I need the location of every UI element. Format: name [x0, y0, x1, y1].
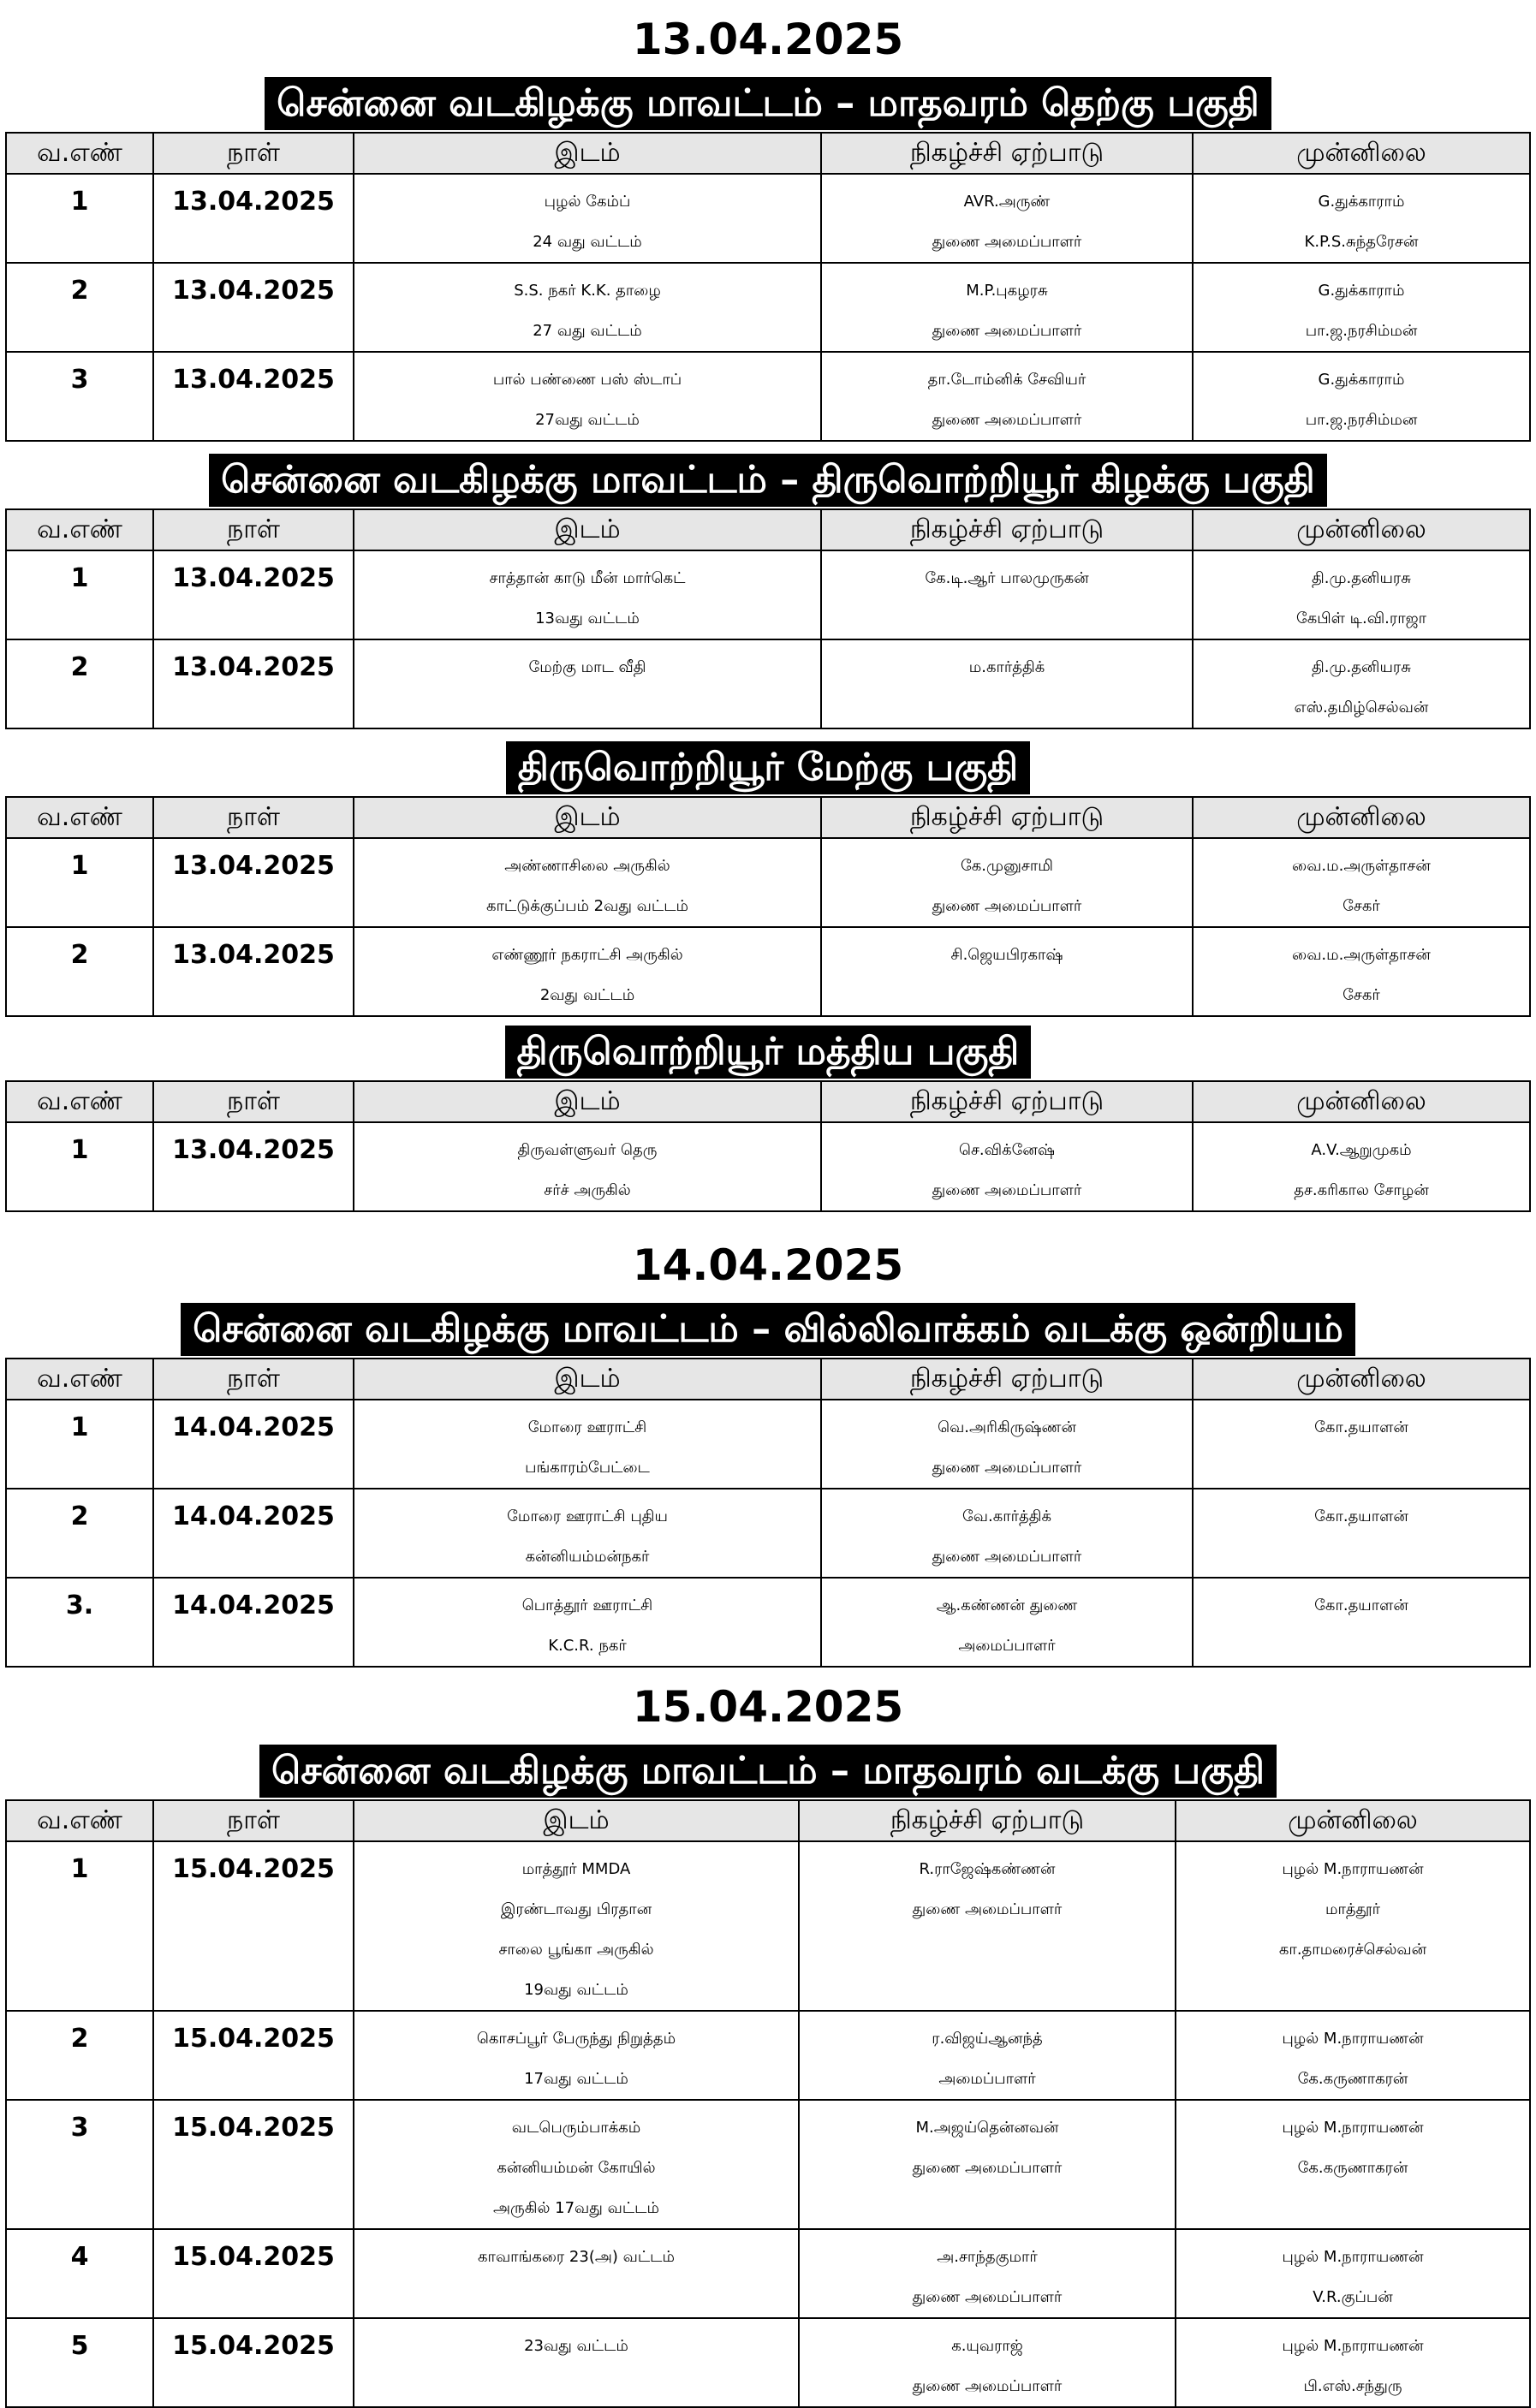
place-line: மாத்தூர் MMDA: [521, 1860, 631, 1878]
date-cell: 14.04.2025: [153, 1489, 354, 1578]
organizer-line: M.அஜய்தென்னவன்: [915, 2119, 1059, 2137]
table-header-row: [6, 797, 1530, 838]
place-cell: [354, 2011, 799, 2100]
organizer-cell: [821, 352, 1193, 441]
serial-number-cell: 2: [6, 927, 153, 1016]
date-cell: 15.04.2025: [153, 2100, 354, 2229]
organizer-cell: [821, 1400, 1193, 1489]
organizer-cell: [799, 2011, 1176, 2100]
place-line: மோரை ஊராட்சி புதிய: [507, 1507, 668, 1525]
date-cell: 13.04.2025: [153, 838, 354, 927]
place-line: சர்ச் அருகில்: [544, 1181, 631, 1199]
place-line: சாலை பூங்கா அருகில்: [498, 1941, 654, 1959]
table-header-row: [6, 1800, 1530, 1841]
presence-line: வை.ம.அருள்தாசன்: [1292, 857, 1431, 875]
schedule-table: [5, 1799, 1531, 2408]
date-cell: 15.04.2025: [153, 2229, 354, 2318]
serial-number-cell: 1: [6, 1122, 153, 1211]
header-organizer: நிகழ்ச்சி ஏற்பாடு: [821, 797, 1193, 838]
presence-line: புழல் M.நாராயணன்: [1282, 2030, 1424, 2048]
organizer-line: துணை அமைப்பாளர்: [932, 411, 1082, 429]
serial-number-cell: 4: [6, 2229, 153, 2318]
organizer-cell: [799, 2100, 1176, 2229]
place-cell: [354, 1841, 799, 2011]
place-line: அண்ணாசிலை அருகில்: [504, 857, 670, 875]
organizer-line: M.P.புகழரசு: [966, 282, 1048, 300]
table-header-row: [6, 1081, 1530, 1122]
table-row: [6, 1489, 1530, 1578]
date-cell: 15.04.2025: [153, 2318, 354, 2407]
table-row: [6, 1841, 1530, 2011]
organizer-line: R.ராஜேஷ்கண்ணன்: [919, 1860, 1056, 1878]
serial-number-cell: 1: [6, 1841, 153, 2011]
header-date: நாள்: [153, 133, 354, 174]
table-row: [6, 352, 1530, 441]
table-row: [6, 838, 1530, 927]
place-cell: [354, 1400, 821, 1489]
organizer-line: அமைப்பாளர்: [958, 1637, 1056, 1655]
organizer-line: ஆ.கண்ணன் துணை: [936, 1596, 1078, 1614]
presence-cell: [1193, 352, 1530, 441]
presence-cell: [1193, 1122, 1530, 1211]
serial-number-cell: 3: [6, 2100, 153, 2229]
table-row: [6, 174, 1530, 263]
header-serial: வ.எண்: [6, 509, 153, 550]
table-header-row: [6, 133, 1530, 174]
table-row: [6, 2011, 1530, 2100]
place-line: 24 வது வட்டம்: [533, 233, 642, 251]
presence-line: V.R.குப்பன்: [1313, 2288, 1393, 2306]
organizer-line: அ.சாந்தகுமார்: [937, 2248, 1038, 2266]
organizer-line: ம.கார்த்திக்: [968, 658, 1045, 676]
organizer-line: துணை அமைப்பாளர்: [932, 1181, 1082, 1199]
header-organizer: நிகழ்ச்சி ஏற்பாடு: [821, 133, 1193, 174]
header-organizer: நிகழ்ச்சி ஏற்பாடு: [821, 1081, 1193, 1122]
serial-number-cell: 1: [6, 550, 153, 639]
organizer-cell: [821, 263, 1193, 352]
place-line: மோரை ஊராட்சி: [527, 1418, 647, 1436]
presence-cell: [1193, 550, 1530, 639]
presence-line: எஸ்.தமிழ்செல்வன்: [1294, 699, 1429, 716]
place-line: புழல் கேம்ப்: [544, 193, 631, 211]
schedule-table: [5, 1358, 1531, 1668]
date-cell: 13.04.2025: [153, 550, 354, 639]
presence-line: G.துக்காராம்: [1318, 371, 1405, 389]
table-row: [6, 1400, 1530, 1489]
organizer-line: துணை அமைப்பாளர்: [912, 2159, 1063, 2177]
date-cell: 15.04.2025: [153, 2011, 354, 2100]
header-presence: முன்னிலை: [1193, 1359, 1530, 1400]
header-place: இடம்: [354, 1359, 821, 1400]
header-serial: வ.எண்: [6, 1359, 153, 1400]
place-line: மேற்கு மாட வீதி: [528, 658, 646, 676]
table-row: [6, 2229, 1530, 2318]
presence-cell: [1176, 2011, 1530, 2100]
header-serial: வ.எண்: [6, 797, 153, 838]
presence-line: தி.மு.தனியரசு: [1312, 658, 1411, 676]
place-line: பங்காரம்பேட்டை: [525, 1459, 650, 1477]
presence-cell: [1193, 1400, 1530, 1489]
place-line: பால் பண்ணை பஸ் ஸ்டாப்: [492, 371, 682, 389]
organizer-cell: [821, 927, 1193, 1016]
organizer-cell: [821, 639, 1193, 728]
organizer-line: க.யுவராஜ்: [951, 2337, 1023, 2355]
presence-cell: [1176, 2100, 1530, 2229]
header-place: இடம்: [354, 133, 821, 174]
place-line: சாத்தான் காடு மீன் மார்கெட்: [489, 569, 686, 587]
header-place: இடம்: [354, 1800, 799, 1841]
place-cell: [354, 838, 821, 927]
table-row: [6, 927, 1530, 1016]
presence-cell: [1193, 1489, 1530, 1578]
place-cell: [354, 639, 821, 728]
organizer-line: அமைப்பாளர்: [938, 2070, 1036, 2088]
date-cell: 13.04.2025: [153, 639, 354, 728]
date-cell: 14.04.2025: [153, 1400, 354, 1489]
presence-line: G.துக்காராம்: [1318, 282, 1405, 300]
table-row: [6, 1122, 1530, 1211]
presence-line: புழல் M.நாராயணன்: [1282, 2119, 1424, 2137]
header-date: நாள்: [153, 509, 354, 550]
place-line: வடபெரும்பாக்கம்: [511, 2119, 641, 2137]
section-banner: [0, 741, 1536, 794]
header-place: இடம்: [354, 509, 821, 550]
section-title: திருவொற்றியூர் மேற்கு பகுதி: [506, 741, 1030, 794]
header-organizer: நிகழ்ச்சி ஏற்பாடு: [821, 509, 1193, 550]
header-presence: முன்னிலை: [1193, 1081, 1530, 1122]
serial-number-cell: 2: [6, 263, 153, 352]
header-place: இடம்: [354, 797, 821, 838]
header-serial: வ.எண்: [6, 133, 153, 174]
place-cell: [354, 263, 821, 352]
organizer-line: கே.முனுசாமி: [961, 857, 1053, 875]
table-row: [6, 2100, 1530, 2229]
organizer-cell: [799, 2229, 1176, 2318]
organizer-line: துணை அமைப்பாளர்: [912, 1900, 1063, 1918]
presence-cell: [1193, 1578, 1530, 1667]
organizer-cell: [821, 1489, 1193, 1578]
header-date: நாள்: [153, 797, 354, 838]
header-presence: முன்னிலை: [1193, 797, 1530, 838]
place-line: இரண்டாவது பிரதான: [500, 1900, 652, 1918]
serial-number-cell: 2: [6, 639, 153, 728]
date-heading: 15.04.2025: [632, 1682, 904, 1732]
serial-number-cell: 1: [6, 174, 153, 263]
presence-line: பி.எஸ்.சந்துரு: [1303, 2377, 1402, 2395]
place-cell: [354, 1489, 821, 1578]
place-line: எண்ணூர் நகராட்சி அருகில்: [491, 946, 683, 964]
presence-line: பா.ஜ.நரசிம்மன்: [1305, 322, 1418, 340]
presence-cell: [1176, 1841, 1530, 2011]
organizer-cell: [799, 2318, 1176, 2407]
place-cell: [354, 174, 821, 263]
date-cell: 13.04.2025: [153, 263, 354, 352]
place-cell: [354, 1122, 821, 1211]
organizer-cell: [821, 174, 1193, 263]
date-cell: 14.04.2025: [153, 1578, 354, 1667]
presence-line: கோ.தயாளன்: [1314, 1418, 1408, 1436]
presence-line: வை.ம.அருள்தாசன்: [1292, 946, 1431, 964]
schedule-table: [5, 1080, 1531, 1212]
place-line: 13வது வட்டம்: [535, 609, 640, 627]
date-cell: 13.04.2025: [153, 1122, 354, 1211]
organizer-line: துணை அமைப்பாளர்: [912, 2288, 1063, 2306]
table-row: [6, 263, 1530, 352]
serial-number-cell: 3.: [6, 1578, 153, 1667]
place-line: அருகில் 17வது வட்டம்: [493, 2199, 659, 2217]
presence-cell: [1193, 639, 1530, 728]
date-cell: 13.04.2025: [153, 352, 354, 441]
presence-line: தச.கரிகால சோழன்: [1294, 1181, 1429, 1199]
organizer-line: துணை அமைப்பாளர்: [932, 1459, 1082, 1477]
presence-line: G.துக்காராம்: [1318, 193, 1405, 211]
place-cell: [354, 550, 821, 639]
place-line: S.S. நகர் K.K. தாழை: [514, 282, 661, 300]
section-title: சென்னை வடகிழக்கு மாவட்டம் – மாதவரம் தெற்கு பகுதி: [265, 77, 1271, 130]
organizer-line: வே.கார்த்திக்: [961, 1507, 1052, 1525]
section-banner: [0, 454, 1536, 507]
section-title: சென்னை வடகிழக்கு மாவட்டம் – மாதவரம் வடக்கு பகுதி: [259, 1745, 1277, 1798]
presence-line: A.V.ஆறுமுகம்: [1311, 1141, 1412, 1159]
table-row: [6, 2318, 1530, 2407]
header-serial: வ.எண்: [6, 1081, 153, 1122]
place-line: 17வது வட்டம்: [524, 2070, 628, 2088]
place-line: பொத்தூர் ஊராட்சி: [521, 1596, 653, 1614]
organizer-line: வெ.அரிகிருஷ்ணன்: [938, 1418, 1076, 1436]
place-line: திருவள்ளுவர் தெரு: [517, 1141, 658, 1159]
place-cell: [354, 927, 821, 1016]
section-title: சென்னை வடகிழக்கு மாவட்டம் – திருவொற்றியூர் கிழக்கு பகுதி: [209, 454, 1327, 507]
table-header-row: [6, 509, 1530, 550]
presence-line: சேகர்: [1343, 897, 1380, 915]
presence-line: கா.தாமரைச்செல்வன்: [1278, 1941, 1427, 1959]
presence-cell: [1193, 174, 1530, 263]
presence-line: மாத்தூர்: [1325, 1900, 1380, 1918]
organizer-line: தா.டோம்னிக் சேவியர்: [927, 371, 1087, 389]
header-organizer: நிகழ்ச்சி ஏற்பாடு: [799, 1800, 1176, 1841]
place-cell: [354, 2318, 799, 2407]
date-cell: 13.04.2025: [153, 174, 354, 263]
presence-line: புழல் M.நாராயணன்: [1282, 2337, 1424, 2355]
header-date: நாள்: [153, 1800, 354, 1841]
serial-number-cell: 1: [6, 838, 153, 927]
header-place: இடம்: [354, 1081, 821, 1122]
organizer-cell: [799, 1841, 1176, 2011]
place-cell: [354, 2100, 799, 2229]
section-banner: [0, 1303, 1536, 1356]
place-line: 27 வது வட்டம்: [533, 322, 642, 340]
section-banner: [0, 1745, 1536, 1798]
presence-cell: [1193, 838, 1530, 927]
header-organizer: நிகழ்ச்சி ஏற்பாடு: [821, 1359, 1193, 1400]
presence-line: கேபிள் டி.வி.ராஜா: [1295, 609, 1427, 627]
organizer-line: துணை அமைப்பாளர்: [932, 897, 1082, 915]
organizer-line: துணை அமைப்பாளர்: [932, 322, 1082, 340]
organizer-line: சி.ஜெயபிரகாஷ்: [950, 946, 1063, 964]
section-title: சென்னை வடகிழக்கு மாவட்டம் – வில்லிவாக்கம் வடக்கு ஒன்றியம்: [181, 1303, 1355, 1356]
header-date: நாள்: [153, 1081, 354, 1122]
organizer-line: செ.விக்னேஷ்: [958, 1141, 1056, 1159]
serial-number-cell: 2: [6, 1489, 153, 1578]
presence-cell: [1193, 263, 1530, 352]
presence-cell: [1176, 2318, 1530, 2407]
serial-number-cell: 3: [6, 352, 153, 441]
date-heading: 13.04.2025: [632, 15, 904, 64]
date-cell: 13.04.2025: [153, 927, 354, 1016]
date-cell: 15.04.2025: [153, 1841, 354, 2011]
place-cell: [354, 352, 821, 441]
section-banner: [0, 1026, 1536, 1079]
organizer-cell: [821, 838, 1193, 927]
presence-line: கோ.தயாளன்: [1314, 1596, 1408, 1614]
presence-cell: [1176, 2229, 1530, 2318]
organizer-line: துணை அமைப்பாளர்: [912, 2377, 1063, 2395]
table-row: [6, 639, 1530, 728]
presence-line: K.P.S.சுந்தரேசன்: [1304, 233, 1419, 251]
place-line: கன்னியம்மன்நகர்: [525, 1548, 650, 1566]
section-title: திருவொற்றியூர் மத்திய பகுதி: [505, 1026, 1032, 1079]
presence-line: சேகர்: [1343, 986, 1380, 1004]
table-row: [6, 550, 1530, 639]
header-presence: முன்னிலை: [1176, 1800, 1530, 1841]
serial-number-cell: 1: [6, 1400, 153, 1489]
presence-cell: [1193, 927, 1530, 1016]
place-line: K.C.R. நகர்: [548, 1637, 627, 1655]
schedule-table: [5, 796, 1531, 1017]
header-serial: வ.எண்: [6, 1800, 153, 1841]
presence-line: தி.மு.தனியரசு: [1312, 569, 1411, 587]
section-banner: [0, 77, 1536, 130]
presence-line: புழல் M.நாராயணன்: [1282, 2248, 1424, 2266]
place-line: காட்டுக்குப்பம் 2வது வட்டம்: [485, 897, 689, 915]
presence-line: பா.ஜ.நரசிம்மன: [1305, 411, 1418, 429]
presence-line: கே.கருணாகரன்: [1297, 2159, 1408, 2177]
organizer-line: ர.விஜய்ஆனந்த்: [932, 2030, 1043, 2048]
organizer-line: AVR.அருண்: [963, 193, 1051, 211]
place-cell: [354, 2229, 799, 2318]
table-row: [6, 1578, 1530, 1667]
presence-line: கோ.தயாளன்: [1314, 1507, 1408, 1525]
table-header-row: [6, 1359, 1530, 1400]
serial-number-cell: 5: [6, 2318, 153, 2407]
date-heading: 14.04.2025: [632, 1240, 904, 1290]
presence-line: கே.கருணாகரன்: [1297, 2070, 1408, 2088]
organizer-line: துணை அமைப்பாளர்: [932, 233, 1082, 251]
organizer-line: கே.டி.ஆர் பாலமுருகன்: [925, 569, 1089, 587]
header-presence: முன்னிலை: [1193, 133, 1530, 174]
place-line: 19வது வட்டம்: [524, 1981, 628, 1999]
serial-number-cell: 2: [6, 2011, 153, 2100]
organizer-cell: [821, 1578, 1193, 1667]
place-cell: [354, 1578, 821, 1667]
presence-line: புழல் M.நாராயணன்: [1282, 1860, 1424, 1878]
header-presence: முன்னிலை: [1193, 509, 1530, 550]
organizer-line: துணை அமைப்பாளர்: [932, 1548, 1082, 1566]
header-date: நாள்: [153, 1359, 354, 1400]
schedule-table: [5, 508, 1531, 729]
place-line: 2வது வட்டம்: [539, 986, 635, 1004]
place-line: 27வது வட்டம்: [535, 411, 640, 429]
organizer-cell: [821, 1122, 1193, 1211]
place-line: கொசப்பூர் பேருந்து நிறுத்தம்: [476, 2030, 676, 2048]
place-line: 23வது வட்டம்: [524, 2337, 628, 2355]
place-line: காவாங்கரை 23(அ) வட்டம்: [478, 2248, 675, 2266]
place-line: கன்னியம்மன் கோயில்: [497, 2159, 656, 2177]
schedule-table: [5, 132, 1531, 442]
organizer-cell: [821, 550, 1193, 639]
